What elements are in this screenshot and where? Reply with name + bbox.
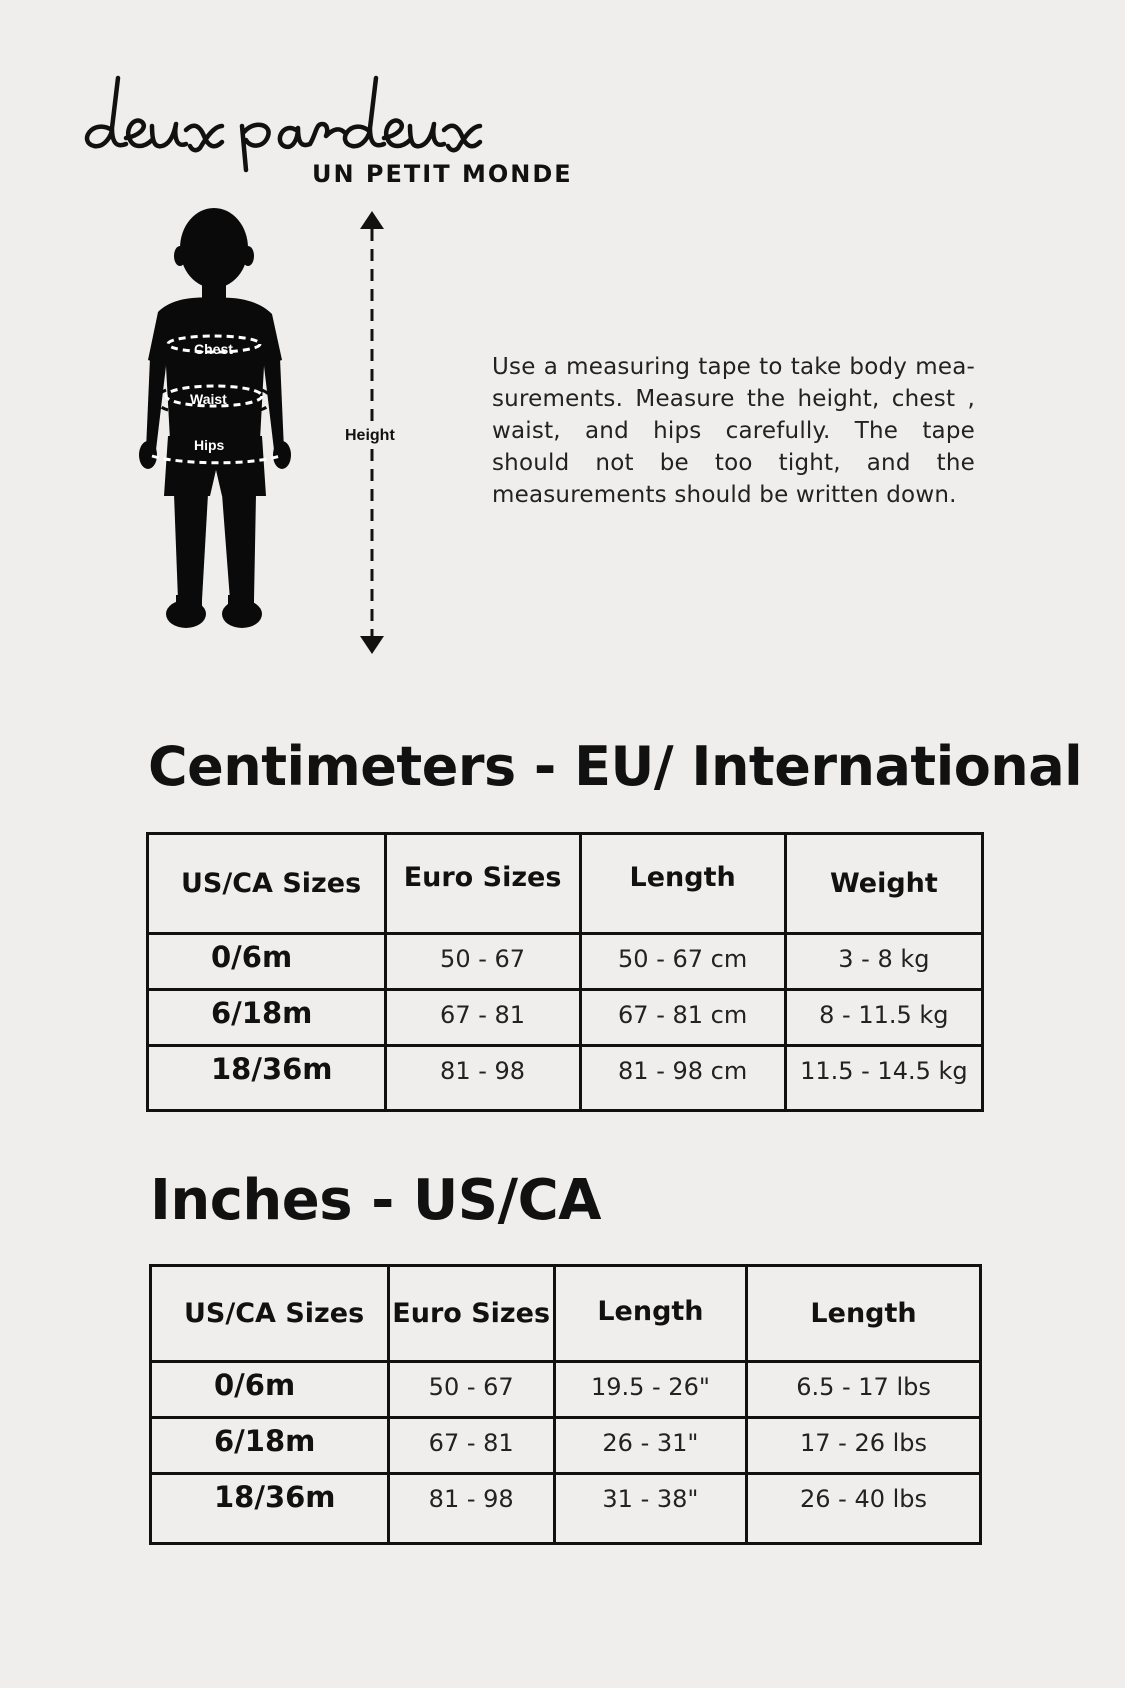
weight-cell: 8 - 11.5 kg xyxy=(785,990,982,1046)
table-header-row xyxy=(151,1266,981,1362)
euro-size-cell: 67 - 81 xyxy=(385,990,580,1046)
measurement-instructions: Use a measuring tape to take body mea-surements. Measure the height, chest , waist, and hips carefully. The tape should not be too tight, and the measurements should be written down. xyxy=(492,354,975,508)
length-cell: 67 - 81 cm xyxy=(580,990,785,1046)
length-inches-cell: 31 - 38" xyxy=(554,1474,746,1544)
euro-size-cell: 50 - 67 xyxy=(388,1362,554,1418)
column-header: US/CA Sizes xyxy=(148,834,386,934)
length-cell: 50 - 67 cm xyxy=(580,934,785,990)
centimeters-size-table xyxy=(146,832,984,1112)
height-label: Height xyxy=(345,425,395,447)
length-cell: 81 - 98 cm xyxy=(580,1046,785,1111)
inches-section-title: Inches - US/CA xyxy=(150,1168,602,1233)
weight-cell: 3 - 8 kg xyxy=(785,934,982,990)
size-cell: 18/36m xyxy=(148,1046,386,1111)
column-header: Weight xyxy=(785,834,982,934)
column-header: Length xyxy=(580,834,785,934)
length-inches-cell: 19.5 - 26" xyxy=(554,1362,746,1418)
column-header: Euro Sizes xyxy=(388,1266,554,1362)
chest-label: Chest xyxy=(194,341,233,357)
size-cell: 0/6m xyxy=(151,1362,389,1418)
child-measurement-figure xyxy=(118,200,318,660)
size-cell: 6/18m xyxy=(148,990,386,1046)
table-row xyxy=(148,1046,983,1111)
inches-size-table xyxy=(149,1264,982,1545)
weight-lbs-cell: 26 - 40 lbs xyxy=(747,1474,981,1544)
weight-lbs-cell: 6.5 - 17 lbs xyxy=(747,1362,981,1418)
size-cell: 18/36m xyxy=(151,1474,389,1544)
table-header-row xyxy=(148,834,983,934)
hips-label: Hips xyxy=(194,437,225,453)
table-row xyxy=(151,1474,981,1544)
euro-size-cell: 81 - 98 xyxy=(385,1046,580,1111)
euro-size-cell: 81 - 98 xyxy=(388,1474,554,1544)
weight-lbs-cell: 17 - 26 lbs xyxy=(747,1418,981,1474)
table-row xyxy=(151,1362,981,1418)
waist-label: Waist xyxy=(190,391,227,407)
table-row xyxy=(148,934,983,990)
brand-tagline: UN PETIT MONDE xyxy=(312,160,573,188)
column-header: Euro Sizes xyxy=(385,834,580,934)
table-row xyxy=(151,1418,981,1474)
euro-size-cell: 50 - 67 xyxy=(385,934,580,990)
child-silhouette-icon xyxy=(118,200,318,660)
weight-cell: 11.5 - 14.5 kg xyxy=(785,1046,982,1111)
euro-size-cell: 67 - 81 xyxy=(388,1418,554,1474)
column-header: US/CA Sizes xyxy=(151,1266,389,1362)
column-header: Length xyxy=(747,1266,981,1362)
column-header: Length xyxy=(554,1266,746,1362)
centimeters-section-title: Centimeters - EU/ International xyxy=(148,735,1083,798)
table-row xyxy=(148,990,983,1046)
size-cell: 0/6m xyxy=(148,934,386,990)
length-inches-cell: 26 - 31" xyxy=(554,1418,746,1474)
size-cell: 6/18m xyxy=(151,1418,389,1474)
